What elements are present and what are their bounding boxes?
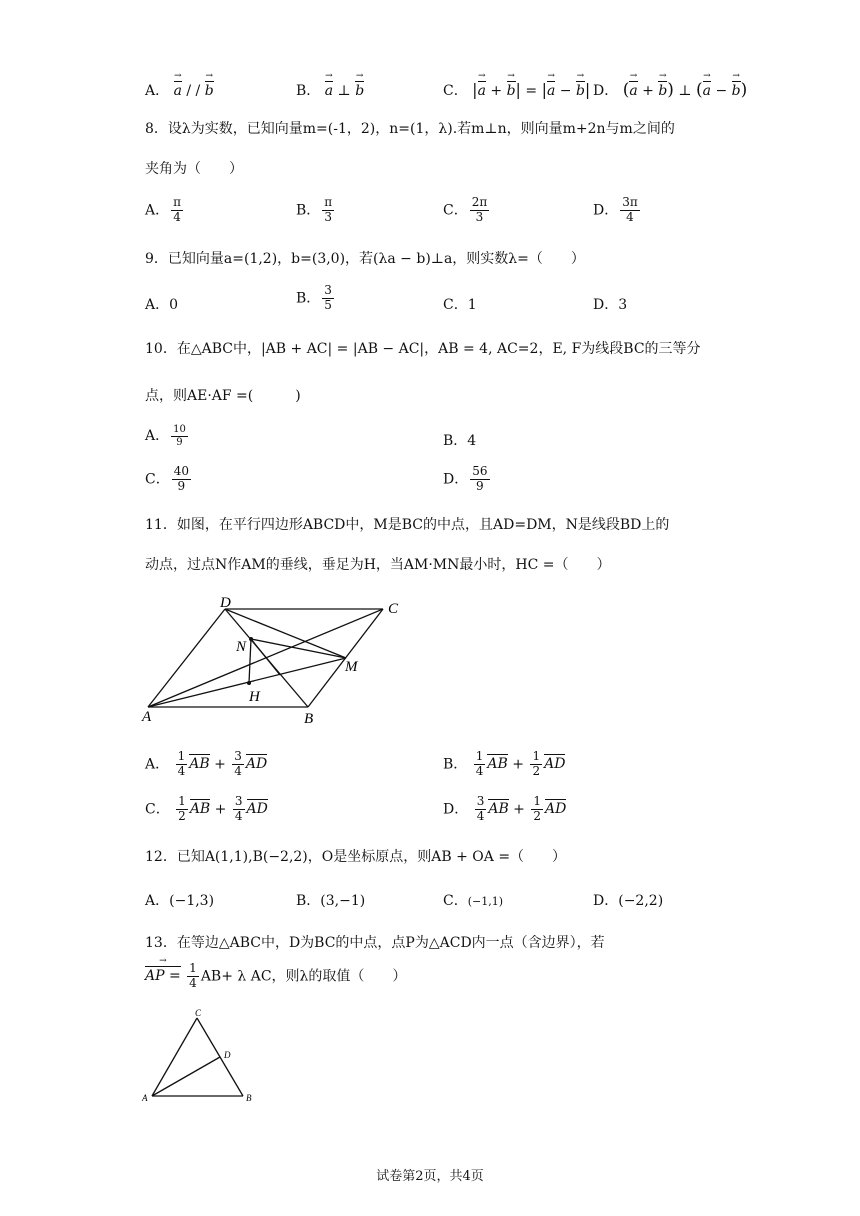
- q11-stem-line1: 11．如图，在平行四边形ABCD中，M是BC的中点，且AD=DM，N是线段BD上的: [145, 517, 670, 533]
- q8-option-d: D． $\frac{3\pi}{4}$: [593, 195, 638, 224]
- label-b: B: [304, 711, 314, 727]
- tri-label-d: D: [224, 1050, 231, 1060]
- q10-option-a: A． $\frac{10}{9}$: [145, 424, 186, 448]
- label-h: H: [249, 689, 260, 705]
- q8-option-a: A． $\frac{\pi}{4}$: [145, 195, 182, 224]
- q9-option-b: B． $\frac{3}{5}$: [296, 283, 332, 312]
- edge-ac: [152, 1018, 197, 1096]
- q12-option-c: C．(−1,1): [443, 893, 504, 909]
- parallelogram-figure: [140, 595, 420, 730]
- q8-option-c: C． $\frac{2\pi}{3}$: [443, 195, 488, 224]
- point-h: [247, 681, 251, 685]
- q7-option-c: C． |a → + b →| = |a → − b →|: [443, 80, 590, 100]
- page-footer: 试卷第2页，共4页: [376, 1169, 484, 1184]
- tri-label-c: C: [195, 1008, 202, 1018]
- q7-option-b: B． a → ⊥ b →: [296, 80, 364, 100]
- segment-nh: [249, 639, 251, 683]
- segment-nm: [251, 639, 346, 658]
- q7-option-a: A． a → / / b →: [145, 80, 214, 100]
- q10-option-c: C． $\frac{40}{9}$: [145, 464, 189, 493]
- q9-stem: 9．已知向量a=(1,2)，b=(3,0)，若(λa − b)⊥a，则实数λ=（ ）: [145, 251, 585, 267]
- q10-option-b: B．4: [443, 433, 477, 449]
- q13-stem-line1: 13．在等边△ABC中，D为BC的中点，点P为△ACD内一点（含边界），若: [145, 935, 605, 951]
- q8-option-b: B． $\frac{\pi}{3}$: [296, 195, 333, 224]
- q8-stem-line1: 8．设λ为实数，已知向量m=(-1，2)，n=(1，λ).若m⊥n，则向量m+2n与m之间的: [145, 121, 675, 137]
- tri-label-a: A: [142, 1093, 148, 1103]
- label-c: C: [388, 601, 399, 617]
- q12-option-b: B．(3,−1): [296, 893, 366, 909]
- q11-option-c: C． $\frac{1}{2}$ AB + $\frac{3}{4}$ AD: [145, 794, 268, 823]
- q11-stem-line2: 动点，过点N作AM的垂线，垂足为H，当AM·MN最小时，HC =（ ）: [145, 557, 611, 573]
- label-d: D: [220, 595, 231, 611]
- q13-stem-line2: AP = → $\frac{1}{4}$ AB+ λ AC，则λ的取值（ ）: [145, 962, 406, 991]
- q12-option-d: D．(−2,2): [593, 893, 664, 909]
- label-a: A: [142, 709, 152, 725]
- q10-stem-line1: 10．在△ABC中，|AB + AC| = |AB − AC|，AB = 4, AC=2，E, F为线段BC的三等分: [145, 341, 701, 357]
- q11-option-d: D． $\frac{3}{4}$ AB + $\frac{1}{2}$ AD: [443, 794, 567, 823]
- label-n: N: [236, 639, 247, 655]
- q10-option-d: D． $\frac{56}{9}$: [443, 464, 488, 493]
- tri-label-b: B: [246, 1093, 252, 1103]
- edge-ad: [148, 609, 225, 707]
- q11-option-a: A． $\frac{1}{4}$ AB + $\frac{3}{4}$ AD: [145, 749, 268, 778]
- q9-option-d: D．3: [593, 297, 628, 313]
- label-m: M: [345, 659, 358, 675]
- q7-option-d: D． (a → + b →) ⊥ (a → − b →): [593, 80, 747, 100]
- q7-option-a-expr: a →: [174, 83, 182, 99]
- q9-option-c: C．1: [443, 297, 477, 313]
- q11-option-b: B． $\frac{1}{4}$ AB + $\frac{1}{2}$ AD: [443, 749, 566, 778]
- q9-option-a: A．0: [145, 297, 179, 313]
- q12-option-a: A．(−1,3): [145, 893, 215, 909]
- q12-stem: 12．已知A(1,1),B(−2,2)，O是坐标原点，则AB + OA =（ ）: [145, 849, 567, 865]
- q10-stem-line2: 点，则AE·AF =( ): [145, 388, 301, 404]
- point-n: [249, 637, 253, 641]
- triangle-figure: [140, 1006, 265, 1106]
- q8-stem-line2: 夹角为（ ）: [145, 161, 243, 177]
- segment-ad: [152, 1057, 220, 1096]
